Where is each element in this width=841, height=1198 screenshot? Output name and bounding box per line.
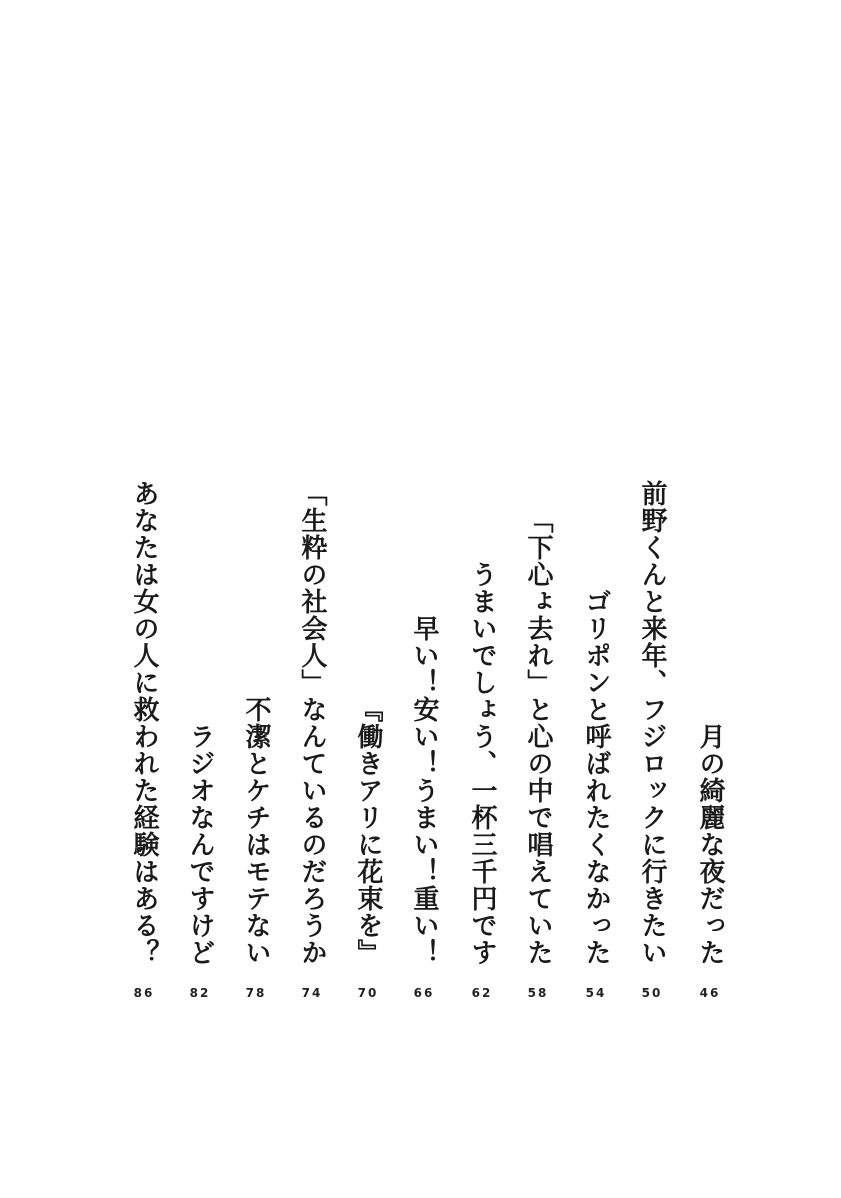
chapter-title: 「下心ょ去れ」と心の中で唱えていた [523,507,553,966]
toc-entry [632,0,672,1198]
chapter-title: ラジオなんですけど [185,723,215,966]
page-number: 86 [133,986,155,1000]
toc-entry [124,0,164,1198]
chapter-title: 前野くんと来年、フジロックに行きたい [637,480,667,966]
chapter-title: うまいでしょう、一杯三千円です [467,561,497,966]
chapter-title: 「生粋の社会人」なんているのだろうか [297,480,327,966]
page-number: 54 [585,986,607,1000]
page-number: 70 [357,986,379,1000]
page-number: 66 [413,986,435,1000]
toc-entry [236,0,276,1198]
chapter-title: 早い！安い！うまい！重い！ [409,615,439,966]
toc-entry [180,0,220,1198]
chapter-title: ゴリポンと呼ばれたくなかった [581,588,611,966]
page-number: 82 [189,986,211,1000]
chapter-title: 不潔とケチはモテない [241,696,271,966]
chapter-title: 『働きアリに花束を』 [353,696,383,966]
chapter-title: あなたは女の人に救われた経験はある？ [129,480,159,966]
toc-entry [348,0,388,1198]
toc-entry [404,0,444,1198]
chapter-title: 月の綺麗な夜だった [695,723,725,966]
page-number: 46 [699,986,721,1000]
page-number: 58 [527,986,549,1000]
page-number: 74 [301,986,323,1000]
toc-entry [576,0,616,1198]
toc-entry [518,0,558,1198]
toc-entry [690,0,730,1198]
toc-entry [462,0,502,1198]
toc-entry [292,0,332,1198]
page-number: 62 [471,986,493,1000]
page-number: 50 [641,986,663,1000]
page-number: 78 [245,986,267,1000]
